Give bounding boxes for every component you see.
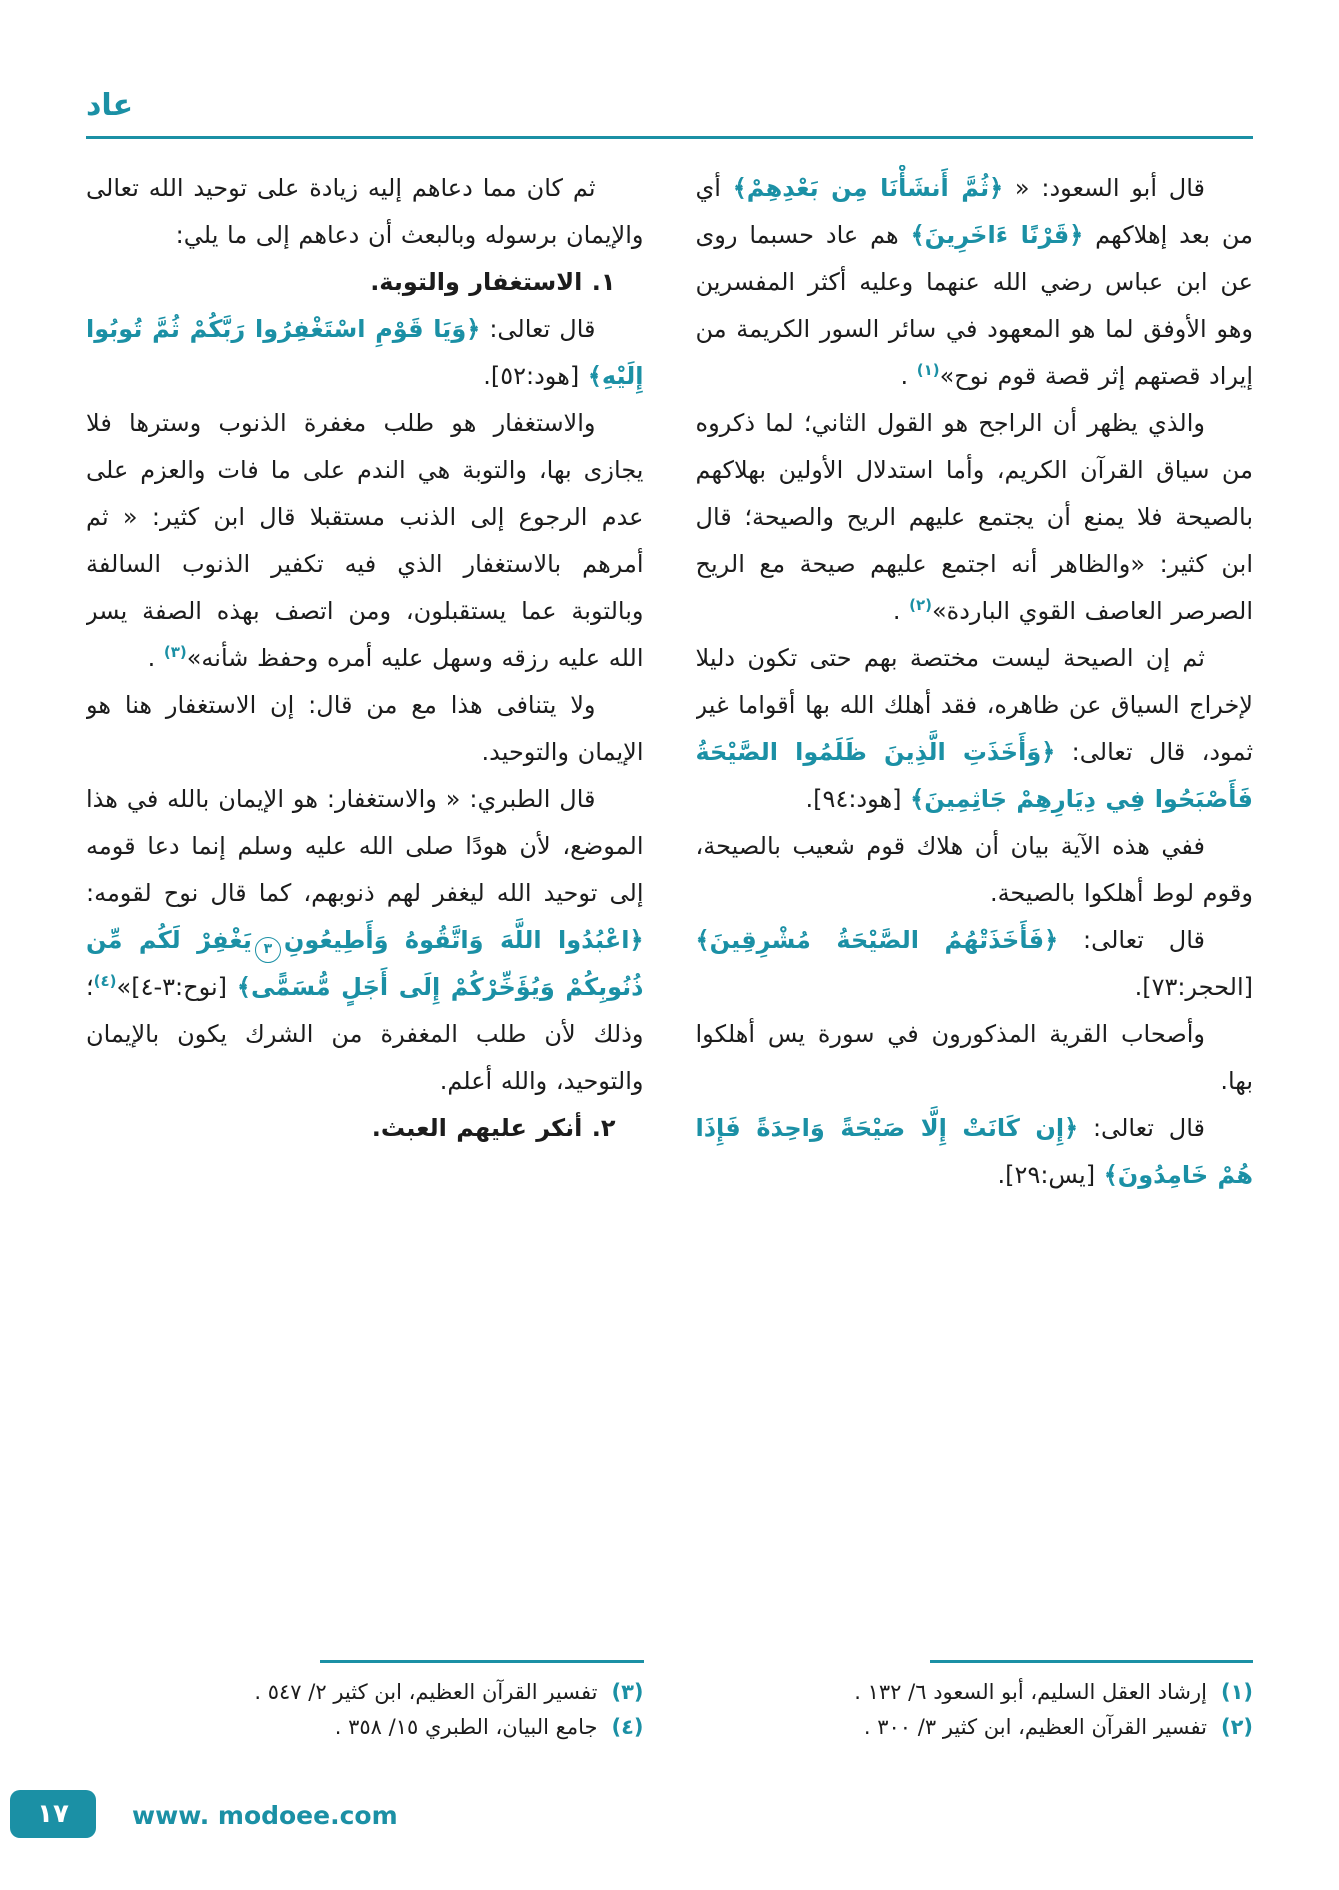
body-text: أي من بعد إهلاكهم <box>695 174 1253 249</box>
footnote-list-left <box>86 1675 644 1745</box>
body-text: والاستغفار هو طلب مغفرة الذنوب وسترها فلا يجازى بها، والتوبة هي الندم على ما فات والعزم على عدم الرجوع إلى الذنب مستقبلا قال ابن كثير: « ثم أمرهم بالاستغفار الذي فيه تكفير الذنوب السالفة وبالتوبة عما يستقبلون، ومن اتصف بهذه الصفة يسر الله عليه رزقه وسهل عليه أمره وحفظ شأنه» <box>86 409 644 672</box>
footnotes-right <box>696 1660 1254 1745</box>
footnote-rule <box>930 1660 1253 1663</box>
body-text: قال الطبري: « والاستغفار: هو الإيمان بالله في هذا الموضع، لأن هودًا صلى الله عليه وسلم إنما دعا قومه إلى توحيد الله ليغفر لهم ذنوبهم، كما قال نوح لقومه: <box>86 785 644 907</box>
body-text: [نوح:٣-٤]» <box>116 973 237 1001</box>
body-text: ولا يتنافى هذا مع من قال: إن الاستغفار هنا هو الإيمان والتوحيد. <box>86 691 644 766</box>
paragraph <box>696 400 1254 635</box>
footnote-text: تفسير القرآن العظيم، ابن كثير ٣/ ٣٠٠ . <box>863 1715 1207 1739</box>
footnote-number: (٣) <box>611 1680 644 1704</box>
paragraph <box>696 165 1254 400</box>
body-text: قال تعالى: <box>1058 926 1205 954</box>
quran-verse: ﴿وَيَا قَوْمِ اسْتَغْفِرُوا رَبَّكُمْ ثُمَّ تُوبُوا إِلَيْهِ﴾ <box>86 315 644 390</box>
column-left-paragraphs <box>86 165 644 1646</box>
quran-verse: ﴿اعْبُدُوا اللَّهَ وَاتَّقُوهُ وَأَطِيعُونِ <box>283 926 644 954</box>
column-left <box>86 165 644 1745</box>
quran-verse: ﴿إِن كَانَتْ إِلَّا صَيْحَةً وَاحِدَةً فَإِذَا هُمْ خَامِدُونَ﴾ <box>695 1114 1253 1189</box>
paragraph <box>86 165 644 259</box>
footnote-list-right <box>696 1675 1254 1745</box>
body-text: [هود:٥٢]. <box>483 362 588 390</box>
page-number: ١٧ <box>37 1799 69 1829</box>
footnote-marker: (٣) <box>163 643 187 661</box>
footnote-number: (١) <box>1220 1680 1253 1704</box>
footnote <box>86 1675 644 1710</box>
column-right <box>696 165 1254 1745</box>
body-text: [الحجر:٧٣]. <box>1134 973 1253 1001</box>
quran-verse: ﴿ثُمَّ أَنشَأْنَا مِن بَعْدِهِمْ﴾ <box>732 174 1004 202</box>
column-right-paragraphs <box>696 165 1254 1646</box>
section-heading <box>86 1105 644 1152</box>
footnote-text: تفسير القرآن العظيم، ابن كثير ٢/ ٥٤٧ . <box>254 1680 598 1704</box>
footnote-text: إرشاد العقل السليم، أبو السعود ٦/ ١٣٢ . <box>854 1680 1207 1704</box>
quran-verse: ﴿قَرْنًا ءَاخَرِينَ﴾ <box>910 221 1084 249</box>
quran-verse: ﴿فَأَخَذَتْهُمُ الصَّيْحَةُ مُشْرِقِينَ﴾ <box>695 926 1059 954</box>
body-text: هم عاد حسبما روى عن ابن عباس رضي الله عنهما وعليه أكثر المفسرين وهو الأوفق لما هو المعهود في سائر السور الكريمة من إيراد قصتهم إثر قصة قوم نوح» <box>695 221 1253 390</box>
paragraph <box>86 306 644 400</box>
paragraph <box>696 1105 1254 1199</box>
section-heading <box>86 259 644 306</box>
body-text: ثم إن الصيحة ليست مختصة بهم حتى تكون دليلا لإخراج السياق عن ظاهره، فقد أهلك الله بها أقواما غير ثمود، قال تعالى: <box>695 644 1253 766</box>
body-text: قال تعالى: <box>480 315 596 343</box>
body-text: [هود:٩٤]. <box>805 785 911 813</box>
body-text: ففي هذه الآية بيان أن هلاك قوم شعيب بالصيحة، وقوم لوط أهلكوا بالصيحة. <box>695 832 1253 907</box>
body-text: ١. الاستغفار والتوبة. <box>370 268 616 296</box>
paragraph <box>86 400 644 682</box>
page-header <box>86 88 1253 139</box>
footnotes-left <box>86 1660 644 1745</box>
body-text: ؛ وذلك لأن طلب المغفرة من الشرك يكون بالإيمان والتوحيد، والله أعلم. <box>86 973 644 1095</box>
footnote-number: (٢) <box>1220 1715 1253 1739</box>
paragraph <box>696 1011 1254 1105</box>
body-text: . <box>147 644 164 672</box>
paragraph <box>696 917 1254 1011</box>
footnote-marker: (٢) <box>909 596 932 614</box>
body-text: قال أبو السعود: « <box>1003 174 1205 202</box>
body-text: ثم كان مما دعاهم إليه زيادة على توحيد الله تعالى والإيمان برسوله وبالبعث أن دعاهم إلى ما يلي: <box>86 174 644 249</box>
body-text: والذي يظهر أن الراجح هو القول الثاني؛ لما ذكروه من سياق القرآن الكريم، وأما استدلال الأولين بهلاكهم بالصيحة فلا يمنع أن يجتمع عليهم الريح والصيحة؛ قال ابن كثير: «والظاهر أنه اجتمع عليهم صيحة مع الريح الصرصر العاصف القوي الباردة» <box>695 409 1253 625</box>
body-text: . <box>892 597 910 625</box>
website-link[interactable]: www. modoee.com <box>132 1801 398 1830</box>
footnote <box>696 1710 1254 1745</box>
footnote <box>696 1675 1254 1710</box>
footnote-marker: (١) <box>916 361 940 379</box>
body-text: . <box>900 362 917 390</box>
body-text: [يس:٢٩]. <box>997 1161 1104 1189</box>
footnote-text: جامع البيان، الطبري ١٥/ ٣٥٨ . <box>334 1715 598 1739</box>
body-text: ٢. أنكر عليهم العبث. <box>371 1114 616 1142</box>
content-columns <box>86 165 1253 1745</box>
paragraph <box>696 635 1254 823</box>
footnote-number: (٤) <box>611 1715 644 1739</box>
paragraph <box>86 682 644 776</box>
page-number-badge <box>10 1790 96 1838</box>
running-head-title: عاد <box>86 88 134 123</box>
ayah-number: ٣ <box>255 937 281 963</box>
quran-verse: ﴿وَأَخَذَتِ الَّذِينَ ظَلَمُوا الصَّيْحَةُ فَأَصْبَحُوا فِي دِيَارِهِمْ جَاثِمِينَ﴾ <box>695 738 1253 813</box>
header-rule <box>86 136 1253 139</box>
quran-verse: يَغْفِرْ لَكُم مِّن ذُنُوبِكُمْ وَيُؤَخِّرْكُمْ إِلَى أَجَلٍ مُّسَمًّى﴾ <box>86 926 644 1001</box>
footnote <box>86 1710 644 1745</box>
body-text: وأصحاب القرية المذكورون في سورة يس أهلكوا بها. <box>695 1020 1253 1095</box>
body-text: قال تعالى: <box>1078 1114 1205 1142</box>
footnote-rule <box>320 1660 643 1663</box>
paragraph <box>696 823 1254 917</box>
footnote-marker: (٤) <box>93 972 117 990</box>
paragraph <box>86 776 644 1105</box>
